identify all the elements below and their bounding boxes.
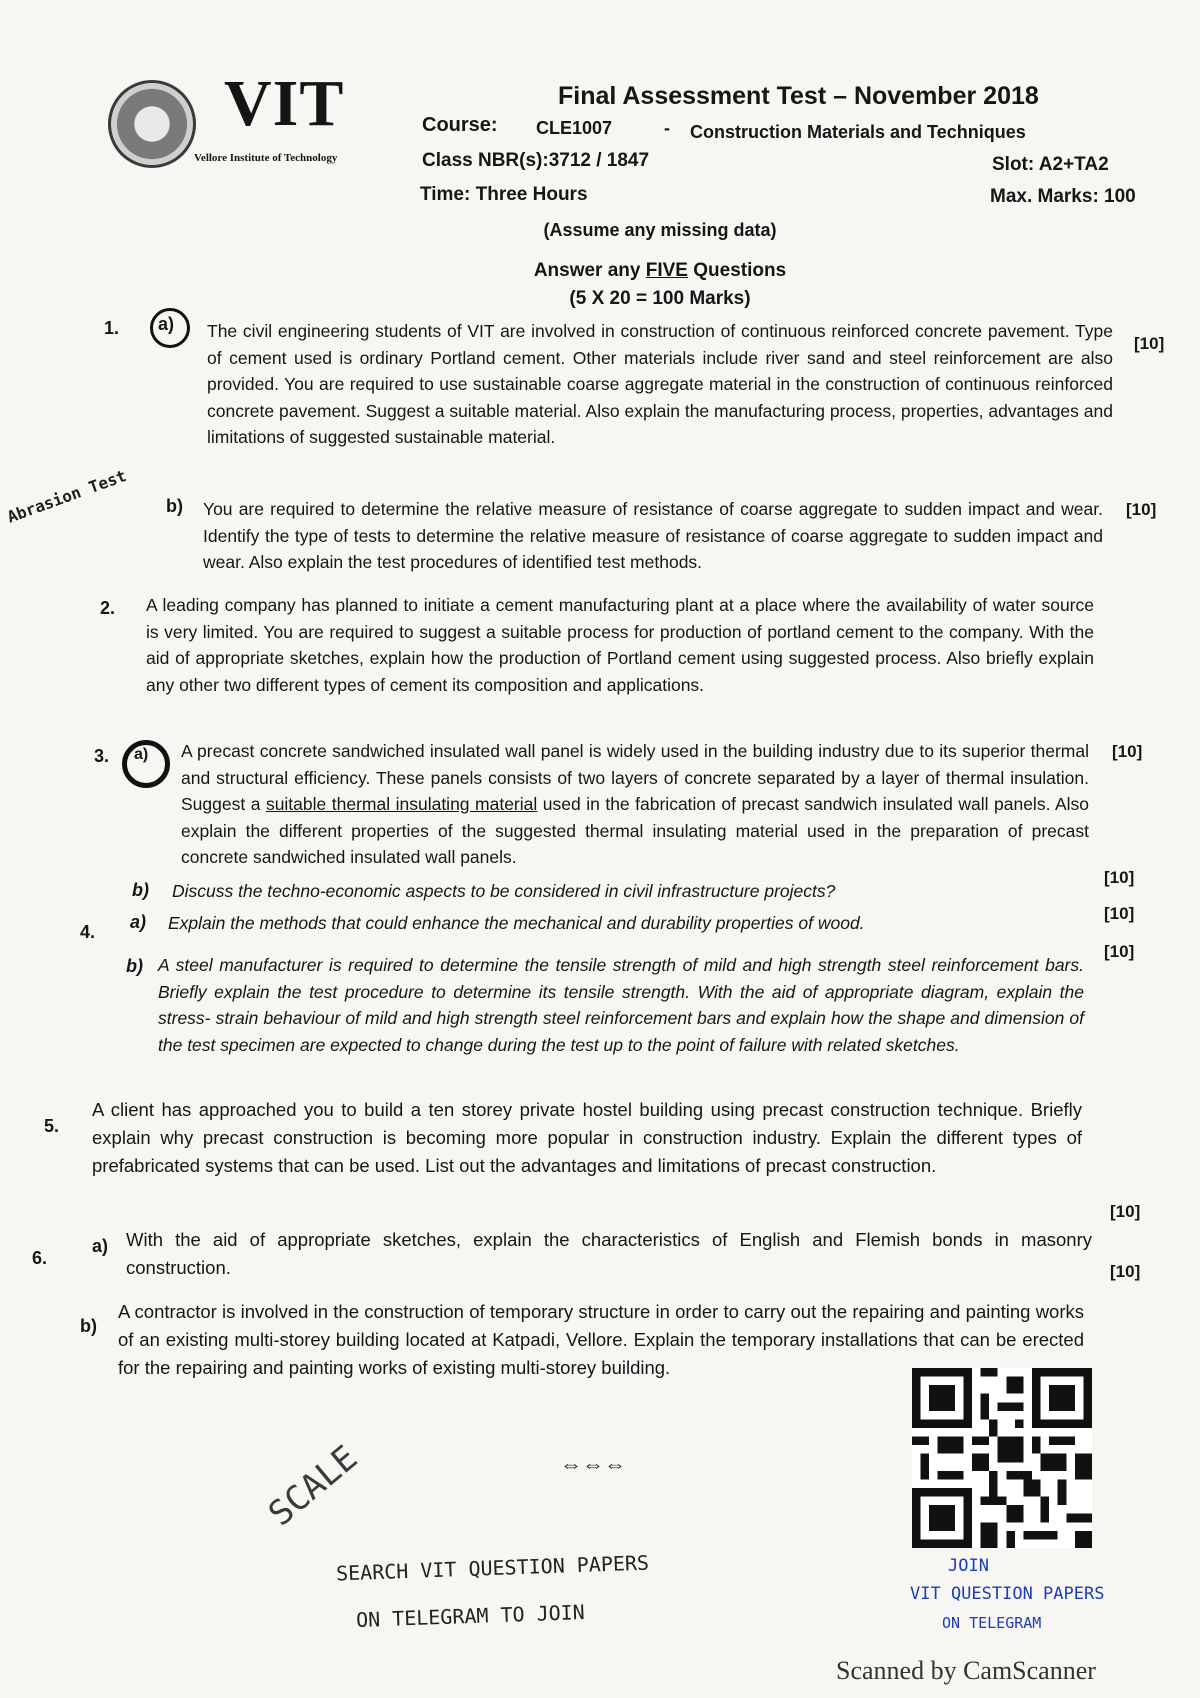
- q6a-marks: [10]: [1110, 1202, 1141, 1221]
- camscanner-watermark: Scanned by CamScanner: [836, 1656, 1096, 1685]
- q1a-text: The civil engineering students of VIT are involved in construction of continuous reinforced concrete pavement. Type of cement used is ordinary Portland cement. Other materials include river sand and steel reinforcement are also provided. You are required to use sustainable coarse aggregate material in the construction of continuous reinforced concrete pavement. Suggest a suitable material. Also explain the manufacturing process, properties, advantages and limitations of suggested sustainable material.: [207, 321, 1113, 447]
- vit-logo: [108, 67, 398, 172]
- q1b-marks: [10]: [1126, 500, 1157, 519]
- q3b-text: Discuss the techno-economic aspects to be considered in civil infrastructure projects?: [172, 881, 836, 901]
- q6a-label: a): [92, 1236, 109, 1256]
- q6a-text: With the aid of appropriate sketches, explain the characteristics of English and Flemish bonds in masonry construction.: [126, 1229, 1092, 1278]
- q3a-label: a): [134, 746, 149, 763]
- handwritten-margin-note: Abrasion Test: [4, 465, 129, 527]
- q6b-text: A contractor is involved in the construction of temporary structure in order to carry out the repairing and painting works of an existing multi-storey building located at Katpadi, Vellore. Explain the temporary installations that can be erected for the repairing and painting works of existing multi-storey building.: [118, 1301, 1084, 1378]
- max-marks: Max. Marks: 100: [990, 186, 1136, 207]
- class-nbr: Class NBR(s):3712 / 1847: [422, 150, 650, 171]
- slot: Slot: A2+TA2: [992, 154, 1109, 175]
- exam-time: Time: Three Hours: [420, 184, 588, 205]
- end-mark: ⇔⇔⇔: [560, 1452, 626, 1477]
- q3a-text: A precast concrete sandwiched insulated wall panel is widely used in the building industry due to its superior thermal and structural efficiency. These panels consists of two layers of concrete separated by a layer of thermal insulation. Suggest a suitable thermal insulating material used in the fabrication of precast sandwich insulated wall panels. Also explain the different properties of the suggested thermal insulating material used in the preparation of precast concrete sandwiched insulated wall panels.: [181, 741, 1089, 867]
- handwritten-search-line2: ON TELEGRAM TO JOIN: [355, 1600, 586, 1632]
- course-code: CLE1007: [536, 118, 613, 138]
- q3b-label: b): [132, 880, 149, 900]
- q4b-marks: [10]: [1104, 942, 1135, 961]
- q5-text: A client has approached you to build a ten storey private hostel building using precast construction technique. Briefly explain why precast construction is becoming more popular in construction industry. Explain the different types of prefabricated systems that can be used. List out the advantages and limitations of precast construction.: [92, 1099, 1082, 1176]
- q4b-label: b): [126, 956, 143, 976]
- course-label: Course:: [422, 114, 498, 136]
- page-title: Final Assessment Test – November 2018: [558, 82, 1039, 110]
- q3-number: 3.: [94, 746, 110, 766]
- q6-number: 6.: [32, 1248, 48, 1268]
- instruction: Answer any FIVE Questions: [533, 260, 787, 281]
- course-name: Construction Materials and Techniques: [690, 122, 1026, 142]
- q6b-marks: [10]: [1110, 1262, 1141, 1281]
- logo-subtitle: Vellore Institute of Technology: [194, 152, 338, 164]
- q1b-label: b): [166, 496, 183, 516]
- q1a-marks: [10]: [1134, 334, 1165, 353]
- q1b-text: You are required to determine the relative measure of resistance of coarse aggregate to sudden impact and wear. Identify the type of tests to determine the relative measure of resistance of coarse aggregate to sudden impact and wear. Also explain the test procedures of identified test methods.: [203, 499, 1103, 572]
- q3b-marks: [10]: [1104, 868, 1135, 887]
- q4a-label: a): [130, 912, 147, 932]
- qr-code-icon: [912, 1368, 1092, 1548]
- handwritten-join-line1: JOIN: [948, 1556, 989, 1576]
- q1a-label: a): [158, 314, 175, 334]
- q1-number: 1.: [104, 318, 120, 338]
- q2-number: 2.: [100, 598, 116, 618]
- marks-scheme: (5 X 20 = 100 Marks): [569, 288, 751, 309]
- logo-wordmark: VIT: [224, 67, 345, 140]
- q6b-label: b): [80, 1316, 97, 1336]
- q5-number: 5.: [44, 1116, 60, 1136]
- q3a-marks: [10]: [1112, 742, 1143, 761]
- handwritten-join-line3: ON TELEGRAM: [942, 1614, 1042, 1632]
- handwritten-scale: SCALE: [261, 1437, 366, 1535]
- handwritten-join-line2: VIT QUESTION PAPERS: [910, 1584, 1105, 1604]
- vit-emblem-icon: [108, 80, 196, 168]
- q4a-marks: [10]: [1104, 904, 1135, 923]
- course-separator: -: [664, 118, 670, 138]
- q4b-text: A steel manufacturer is required to determine the tensile strength of mild and high strength steel reinforcement bars. Briefly explain the test procedure to determine its tensile strength. With the aid of appropriate diagram, explain the stress- strain behaviour of mild and high strength steel reinforcement bars and explain how the shape and dimension of the test specimen are expected to change during the test up to the point of failure with related sketches.: [158, 955, 1084, 1055]
- q2-text: A leading company has planned to initiate a cement manufacturing plant at a place where the availability of water source is very limited. You are required to suggest a suitable process for production of portland cement to the company. With the aid of appropriate sketches, explain how the production of Portland cement using suggested process. Also briefly explain any other two different types of cement its composition and applications.: [146, 595, 1094, 695]
- q4-number: 4.: [80, 922, 96, 942]
- handwritten-search-line1: SEARCH VIT QUESTION PAPERS: [335, 1550, 650, 1586]
- q4a-text: Explain the methods that could enhance the mechanical and durability properties of wood.: [168, 913, 865, 933]
- assume-note: (Assume any missing data): [543, 220, 777, 240]
